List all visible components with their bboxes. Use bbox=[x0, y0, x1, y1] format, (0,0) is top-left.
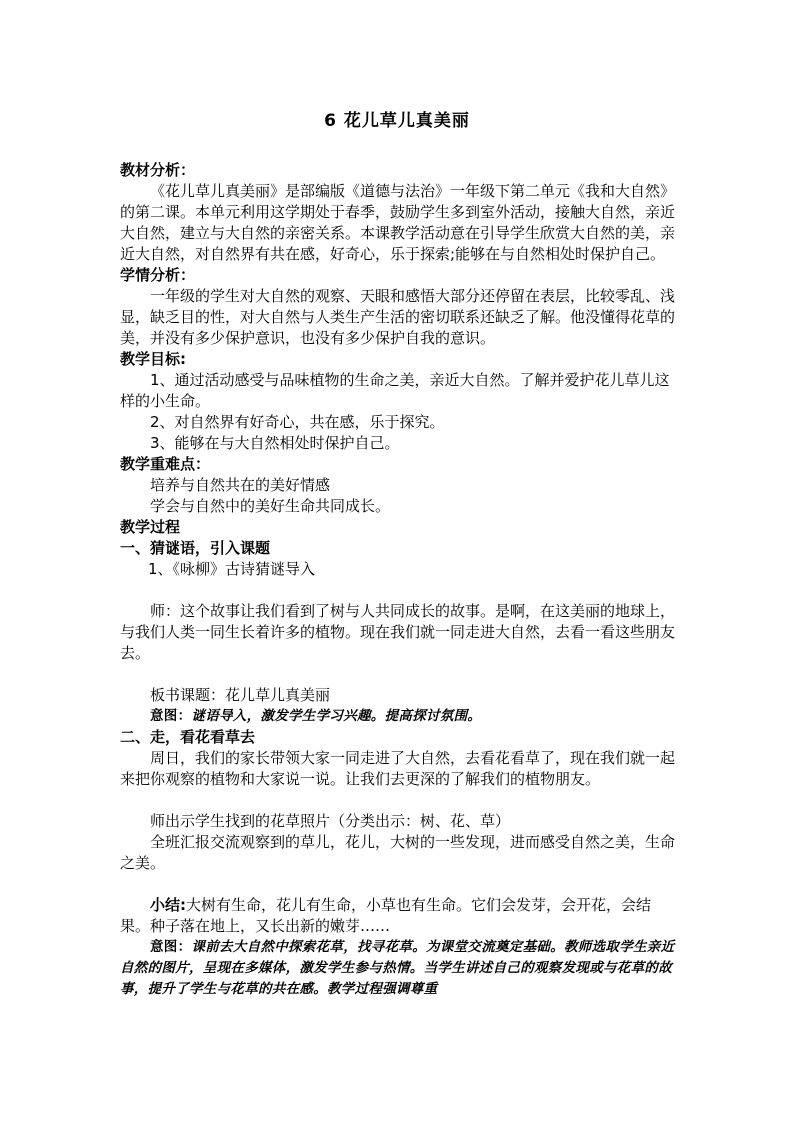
intent-text: 课前去大自然中探索花草，找寻花草。为课堂交流奠定基础。教师选取学生亲近自然的图片，呈现在多媒体，激发学生参与热情。当学生讲述自己的观察发现或与花草的故事，提升了学生与花草的共在感。教学过程强调尊重 bbox=[120, 939, 675, 997]
goals-heading: 教学目标: bbox=[120, 350, 186, 368]
document-body bbox=[120, 160, 676, 1000]
section2-heading: 二、走，看花看草去 bbox=[120, 728, 256, 746]
intent-text: 谜语导入，激发学生学习兴趣。提高探讨氛围。 bbox=[191, 708, 482, 724]
intent-label: 意图： bbox=[150, 939, 192, 955]
goal-item: 2、对自然界有好奇心，共在感，乐于探究。 bbox=[150, 413, 445, 431]
summary-paragraph bbox=[120, 895, 676, 937]
section2-paragraph: 周日，我们的家长带领大家一同走进了大自然，去看花看草了，现在我们就一起来把你观察的植物和大家说一说。让我们去更深的了解我们的植物朋友。 bbox=[120, 749, 676, 788]
goal-item: 3、能够在与大自然相处时保护自己。 bbox=[150, 434, 400, 452]
analysis-paragraph: 《花儿草儿真美丽》是部编版《道德与法治》一年级下第二单元《我和大自然》的第二课。本单元利用这学期处于春季，鼓励学生多到室外活动，接触大自然，亲近大自然，建立与大自然的亲密关系。本课教学活动意在引导学生欣赏大自然的美，亲近大自然，对自然界有共在感，好奇心，乐于探索;能够在与自然相处时保护自己。 bbox=[120, 182, 676, 263]
process-heading: 教学过程 bbox=[120, 518, 181, 536]
section2-intent bbox=[120, 937, 676, 1000]
page-title: 6 花儿草儿真美丽 bbox=[324, 111, 470, 131]
intent-label: 意图： bbox=[150, 708, 192, 724]
keypoints-heading: 教学重难点： bbox=[120, 455, 211, 473]
section1-intent bbox=[120, 706, 676, 727]
board-title: 板书课题：花儿草儿真美丽 bbox=[150, 686, 331, 704]
teacher-paragraph: 师：这个故事让我们看到了树与人共同成长的故事。是啊，在这美丽的地球上，与我们人类一同生长着许多的植物。现在我们就一同走进大自然，去看一看这些朋友去。 bbox=[120, 602, 676, 662]
keypoint-item: 培养与自然共在的美好情感 bbox=[150, 476, 331, 494]
summary-text: 大树有生命，花儿有生命，小草也有生命。它们会发芽，会开花，会结果。种子落在地上，又长出新的嫩芽…… bbox=[120, 896, 652, 935]
summary-label: 小结: bbox=[150, 896, 186, 914]
learner-paragraph: 一年级的学生对大自然的观察、天眼和感悟大部分还停留在表层，比较零乱、浅显，缺乏目的性，对大自然与人类生产生活的密切联系还缺乏了解。他没懂得花草的美，并没有多少保护意识，也没有多少保护自我的意识。 bbox=[120, 287, 676, 347]
keypoint-item: 学会与自然中的美好生命共同成长。 bbox=[150, 497, 391, 515]
learner-heading: 学情分析： bbox=[120, 266, 196, 284]
section1-heading: 一、猜谜语，引入课题 bbox=[120, 539, 271, 557]
analysis-heading: 教材分析： bbox=[120, 161, 196, 179]
photos-paragraph: 师出示学生找到的花草照片（分类出示：树、花、草） bbox=[150, 812, 511, 830]
goal-item: 1、通过活动感受与品味植物的生命之美，亲近大自然。了解并爱护花儿草儿这样的小生命。 bbox=[120, 371, 670, 410]
report-paragraph: 全班汇报交流观察到的草儿，花儿，大树的一些发现，进而感受自然之美，生命之美。 bbox=[120, 833, 676, 872]
section1-item: 1、《咏柳》古诗猜谜导入 bbox=[148, 560, 316, 578]
